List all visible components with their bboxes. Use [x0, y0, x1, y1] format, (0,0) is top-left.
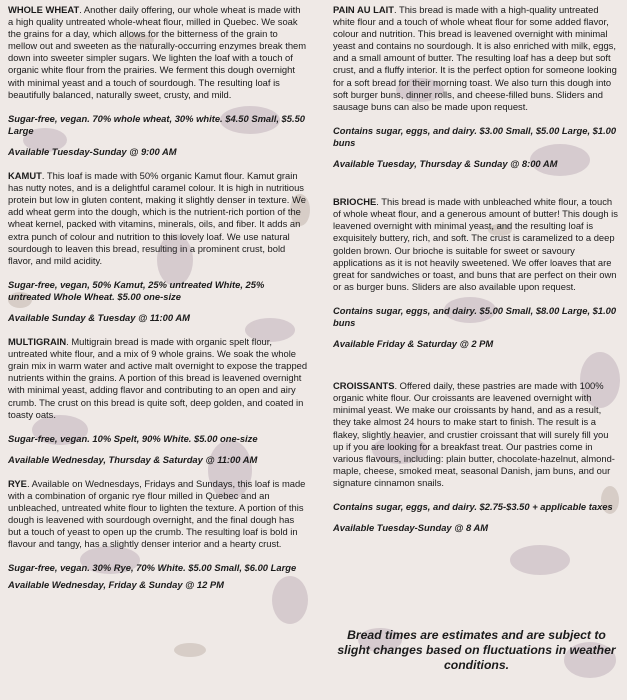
bread-description: . This bread is made with unbleached white flour, a touch of whole wheat flour, and a generous amount of butter! This dough is leavened overnight with minimal yeast, and the resulting loaf is exquisitely buttery, rich, and soft. The crust is caramelized to a deep golden brown. Our brioche is suitable for sweet or savoury applications as it is not heavily sweetened. We offer loaves that are great for sandwiches or toast, and buns that are perfect on their own or as burger buns. Sliders are also available upon request. [333, 196, 618, 292]
bread-name: WHOLE WHEAT [8, 4, 80, 15]
bread-item-kamut [8, 170, 308, 324]
bread-ingredients-price: Contains sugar, eggs, and dairy. $3.00 Small, $5.00 Large, $1.00 buns [333, 124, 617, 148]
bread-name: PAIN AU LAIT [333, 4, 394, 15]
bread-availability: Available Wednesday, Friday & Sunday @ 12 PM [8, 578, 224, 590]
bread-name: MULTIGRAIN [8, 336, 67, 348]
bread-name: RYE [8, 477, 27, 489]
bread-item-multigrain [8, 336, 308, 466]
bread-availability: Available Tuesday-Sunday @ 9:00 AM [8, 145, 177, 157]
bread-ingredients-price: Sugar-free, vegan. 30% Rye, 70% White. $5.00 Small, $6.00 Large [8, 562, 297, 574]
bread-description: . Available on Wednesdays, Fridays and Sundays, this loaf is made with a combination of organic rye flour milled in Quebec and an unbleached, untreated white flour to lighten the texture. A portion of this dough is leavened with sourdough overnight, and the final dough has but a touch of yeast to open up the crumb. The resulting loaf is bold in flavour and tangy, has a slightly denser interior and a hearty crust. [8, 477, 306, 550]
bread-description: . This loaf is made with 50% organic Kamut flour. Kamut grain has nutty notes, and is a delightful caramel colour. It is high in nutritious protein but low in gluten content, making it slightly denser in texture. We add wheat germ into the dough, which is the nutrient-rich portion of the wheat kernel, packed with vitamins, minerals, oils, and fiber. It adds an extra punch of colour and nutrition to this lovely loaf. We use natural sourdough to leaven this bread, resulting in a prominent crust, bold flavor, and mild acidity. [8, 170, 306, 266]
bread-ingredients-price: Sugar-free, vegan. 10% Spelt, 90% White. $5.00 one-size [8, 432, 258, 444]
bread-ingredients-price: Sugar-free, vegan. 70% whole wheat, 30% white. $4.50 Small, $5.50 Large [8, 112, 306, 136]
right-column [333, 4, 620, 534]
bread-availability: Available Tuesday, Thursday & Sunday @ 8:00 AM [333, 158, 558, 170]
bread-item-brioche [333, 196, 620, 350]
bread-item-rye [8, 478, 308, 591]
bread-availability: Available Tuesday-Sunday @ 8 AM [333, 522, 489, 534]
bread-name: BRIOCHE [333, 196, 377, 208]
bread-availability: Available Wednesday, Thursday & Saturday @ 11:00 AM [8, 453, 258, 465]
left-column [8, 4, 308, 591]
bread-ingredients-price: Sugar-free, vegan, 50% Kamut, 25% untreated White, 25% untreated Whole Wheat. $5.00 one-size [8, 278, 265, 302]
bread-description: . This bread is made with a high-quality untreated white flour and a touch of whole wheat flour for some added flavor, colour and nutrition. This bread is leavened overnight with minimal yeast and contains no sourdough. It is also enriched with milk, eggs, and a small amount of butter. The resulting loaf has a deep but soft crust, and a fluffy interior. It is the perfect option for someone looking for a soft bread for their morning toast. We also turn this dough into soft burger buns, dinner rolls, and cheese-filled buns. Sliders and sausage buns can also be made upon request. [333, 4, 617, 112]
bread-ingredients-price: Contains sugar, eggs, and dairy. $2.75-$3.50 + applicable taxes [333, 501, 613, 512]
bread-name: KAMUT [8, 170, 42, 182]
bread-description: . Another daily offering, our whole wheat is made with a high quality untreated whole-wheat flour, milled in Quebec. We soak the grains for a day, which allows for the bitterness of the grain to mellow out and sweeten as the naturally-occurring enzymes break them down into sweeter simpler sugars. We lighten the loaf with a touch of organic white flour from the prairies. We ferment this dough overnight with minimal yeast and a touch of sourdough. The resulting loaf is beautifully balanced, naturally sweet, crusty, and mild. [8, 4, 307, 100]
bread-description: . Offered daily, these pastries are made with 100% organic white flour. Our croissants are leavened overnight with minimal yeast. We make our croissants by hand, and as a result, they take almost 24 hours to make start to finish. The result is a flakey, slightly heavier, and crustier croissant that will surely fill you up if you are looking for a breakfast treat. Our pastries come in various flavours, including: plain butter, chocolate-hazelnut, almond-maple, cheese, smoked meat, seasonal Danish, jam buns, and our signature cinnamon snails. [333, 380, 615, 488]
bread-availability: Available Friday & Saturday @ 2 PM [333, 338, 494, 350]
bread-item-croissants [333, 380, 620, 534]
bread-times-disclaimer: Bread times are estimates and are subject to slight changes based on fluctuations in weather conditions. [337, 628, 616, 673]
bread-ingredients-price: Contains sugar, eggs, and dairy. $5.00 Small, $8.00 Large, $1.00 buns [333, 304, 617, 328]
bread-name: CROISSANTS [333, 380, 395, 392]
bread-item-pain-au-lait [333, 4, 620, 170]
bread-availability: Available Sunday & Tuesday @ 11:00 AM [8, 311, 190, 323]
bread-item-whole-wheat [8, 4, 308, 158]
bread-description: . Multigrain bread is made with organic spelt flour, untreated white flour, and a mix of 9 whole grains. We soak the whole grain mix in warm water and active malt overnight to expose the trapped nutrients within the grains. A portion of this bread is leavened overnight with minimal yeast, adding flavor and contributing to an open and airy crumb. The crust on this bread is quite soft, deep golden, and coated in toasty oats. [8, 336, 308, 420]
